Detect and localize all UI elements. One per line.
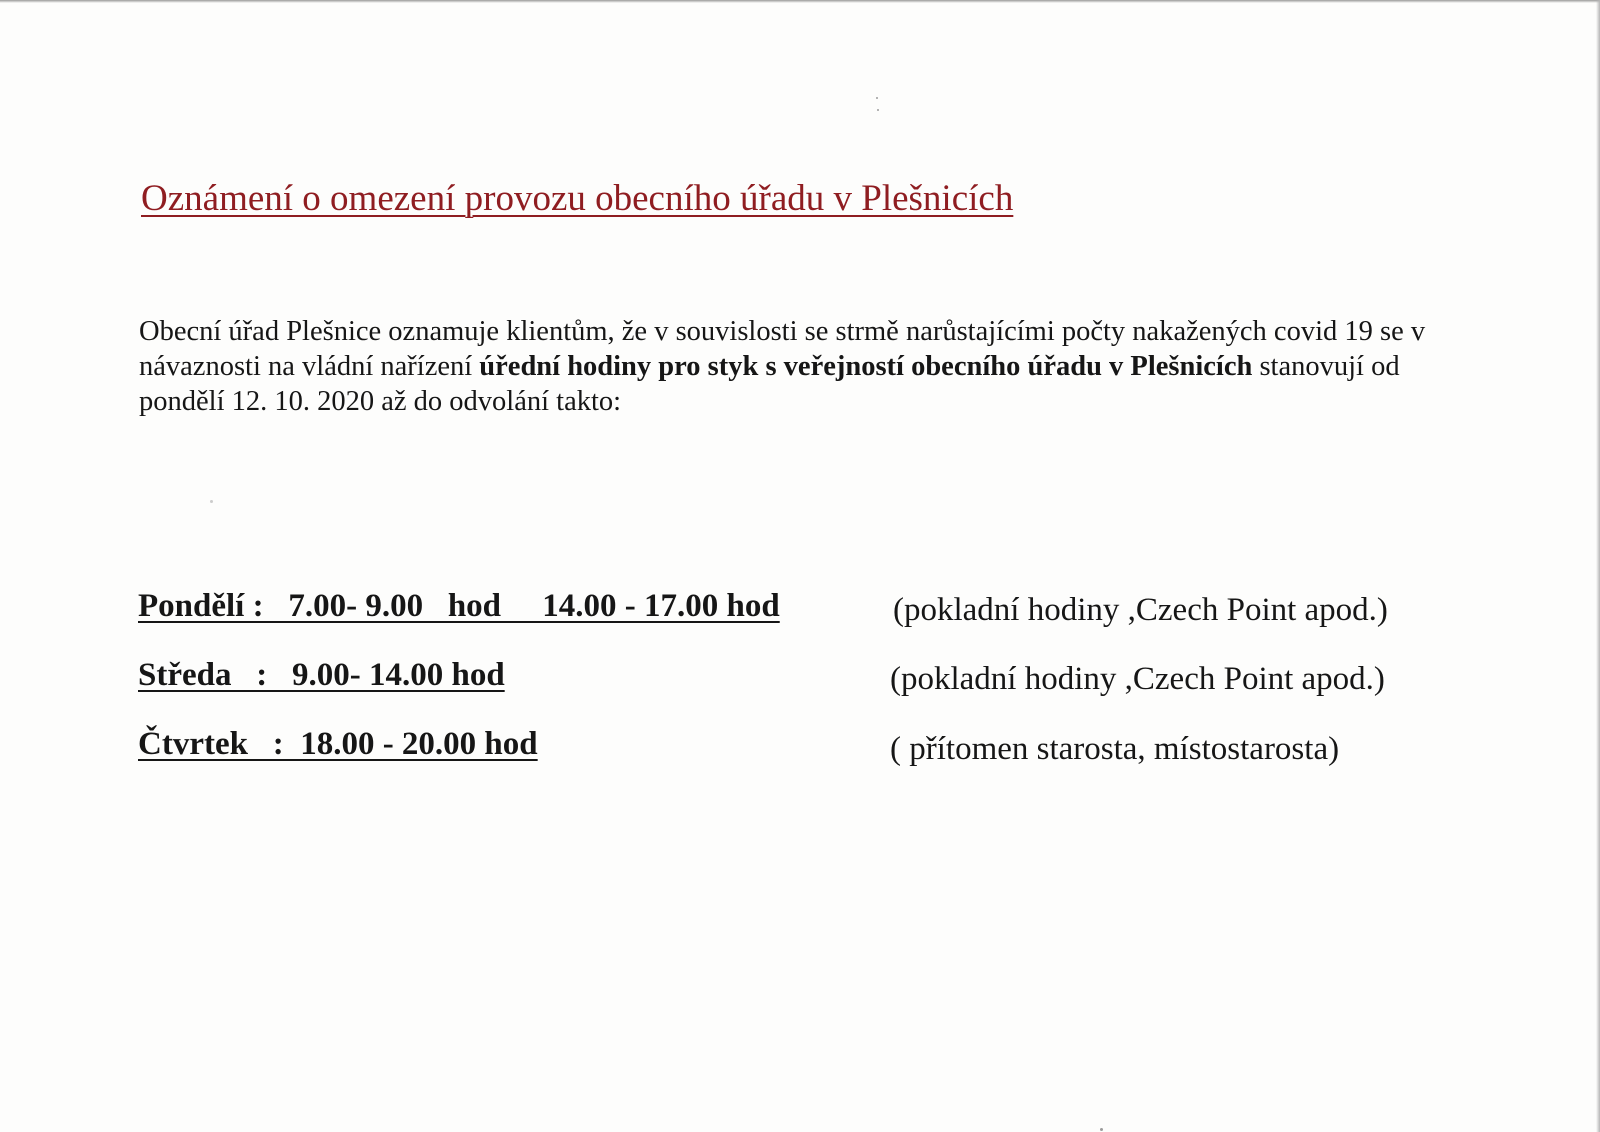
thursday-hours: Čtvrtek : 18.00 - 20.00 hod [138,726,538,762]
scan-speck [210,500,213,503]
schedule-row-thursday [138,728,538,761]
monday-note: (pokladní hodiny ,Czech Point apod.) [893,592,1388,628]
wednesday-hours: Středa : 9.00- 14.00 hod [138,657,505,693]
wednesday-note: (pokladní hodiny ,Czech Point apod.) [890,661,1385,697]
notice-intro [139,314,1439,419]
scan-speck [877,109,879,111]
intro-text-end: stanovují od pondělí 12. 10. 2020 až do odvolání takto: [139,351,1400,417]
thursday-note: ( přítomen starosta, místostarosta) [890,731,1340,767]
scan-edge-top [0,0,1600,3]
intro-text-bold: úřední hodiny pro styk s veřejností obecního úřadu v Plešnicích [479,351,1253,382]
scan-edge-right [1596,0,1600,1132]
schedule-row-monday [138,590,780,623]
schedule-row-wednesday [138,659,505,692]
notice-title: Oznámení o omezení provozu obecního úřadu v Plešnicích [141,178,1014,219]
scan-speck [876,97,878,99]
monday-hours: Pondělí : 7.00- 9.00 hod 14.00 - 17.00 hod [138,588,780,624]
intro-text-start: Obecní úřad Plešnice oznamuje klientům, že v souvislosti se strmě narůstajícími počty nakažených covid 19 se v návaznosti na vládní nařízení [139,316,1426,382]
scan-speck [1100,1128,1103,1131]
